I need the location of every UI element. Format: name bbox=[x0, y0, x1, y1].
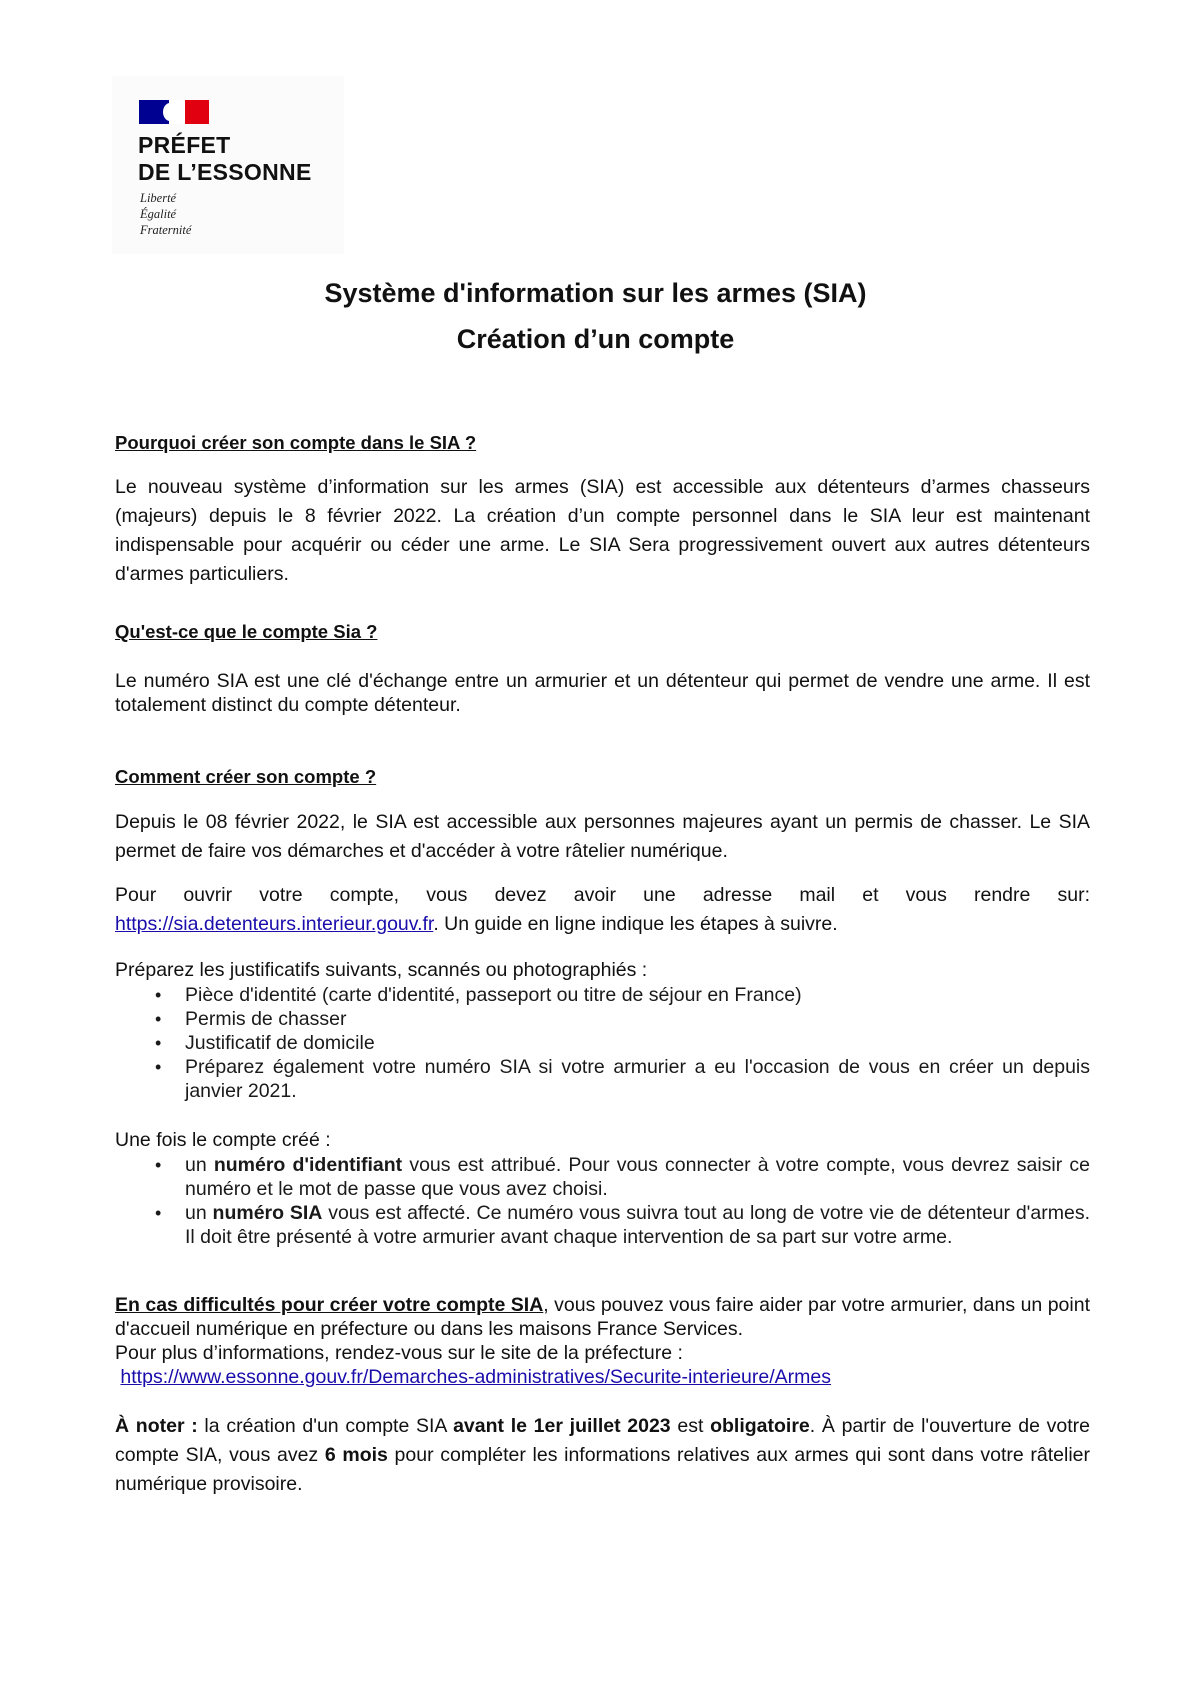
heading-how: Comment créer son compte ? bbox=[115, 766, 377, 787]
republic-motto: Liberté Égalité Fraternité bbox=[140, 191, 192, 237]
list-item: • un numéro d'identifiant vous est attribué. Pour vous connecter à votre compte, vous devrez saisir ce numéro et le mot de passe que vous avez choisi. bbox=[185, 1153, 1090, 1201]
list-item: • un numéro SIA vous est affecté. Ce numéro vous suivra tout au long de votre vie de détenteur d'armes. Il doit être présenté à votre armurier avant chaque intervention de sa part sur votre arme. bbox=[185, 1201, 1090, 1249]
prefecture-logo bbox=[112, 76, 344, 254]
document-subtitle: Création d’un compte bbox=[456, 324, 735, 354]
heading-why: Pourquoi créer son compte dans le SIA ? bbox=[115, 432, 477, 453]
required-documents-list bbox=[115, 983, 1090, 1103]
after-creation-intro: Une fois le compte créé : bbox=[115, 1129, 331, 1151]
document-title: Système d'information sur les armes (SIA) bbox=[324, 278, 867, 308]
paragraph-why: Le nouveau système d’information sur les armes (SIA) est accessible aux détenteurs d’armes chasseurs (majeurs) depuis le 8 février 2022. La création d’un compte personnel dans le SIA leur est maintenant indispensable pour acquérir ou céder une arme. Le SIA Sera progressivement ouvert aux autres détenteurs d'armes particuliers. bbox=[115, 476, 1090, 585]
marianne-flag-icon bbox=[139, 100, 209, 124]
list-item: • Justificatif de domicile bbox=[185, 1031, 1090, 1055]
list-item: • Pièce d'identité (carte d'identité, passeport ou titre de séjour en France) bbox=[185, 983, 1090, 1007]
list-item: • Permis de chasser bbox=[185, 1007, 1090, 1031]
heading-what: Qu'est-ce que le compte Sia ? bbox=[115, 621, 378, 642]
docs-intro: Préparez les justificatifs suivants, scannés ou photographiés : bbox=[115, 959, 648, 981]
paragraph-what: Le numéro SIA est une clé d'échange entre un armurier et un détenteur qui permet de vendre une arme. Il est totalement distinct du compte détenteur. bbox=[115, 670, 1090, 716]
prefecture-name: PRÉFET DE L’ESSONNE bbox=[138, 132, 312, 185]
note-paragraph: À noter : la création d'un compte SIA avant le 1er juillet 2023 est obligatoire. À partir de l'ouverture de votre compte SIA, vous avez 6 mois pour compléter les informations relatives aux armes qui sont dans votre râtelier numérique provisoire. bbox=[115, 1415, 1090, 1495]
help-paragraph: En cas difficultés pour créer votre compte SIA, vous pouvez vous faire aider par votre armurier, dans un point d'accueil numérique en préfecture ou dans les maisons France Services. Pour plus d’informations, rendez-vous sur le site de la préfecture : https://www.essonne.gouv.fr/Demarches-administratives/Securite-interieure/Armes bbox=[115, 1294, 1090, 1388]
sia-detenteurs-link[interactable]: https://sia.detenteurs.interieur.gouv.fr bbox=[115, 913, 434, 935]
prefecture-armes-link[interactable]: https://www.essonne.gouv.fr/Demarches-administratives/Securite-interieure/Armes bbox=[120, 1366, 832, 1388]
paragraph-open-account: Pour ouvrir votre compte, vous devez avoir une adresse mail et vous rendre sur: https://sia.detenteurs.interieur.gouv.fr. Un guide en ligne indique les étapes à suivre. bbox=[115, 884, 1090, 935]
paragraph-how-intro: Depuis le 08 février 2022, le SIA est accessible aux personnes majeures ayant un permis de chasser. Le SIA permet de faire vos démarches et d'accéder à votre râtelier numérique. bbox=[115, 811, 1090, 862]
after-creation-list bbox=[115, 1153, 1090, 1249]
list-item: • Préparez également votre numéro SIA si votre armurier a eu l'occasion de vous en créer un depuis janvier 2021. bbox=[185, 1055, 1090, 1103]
